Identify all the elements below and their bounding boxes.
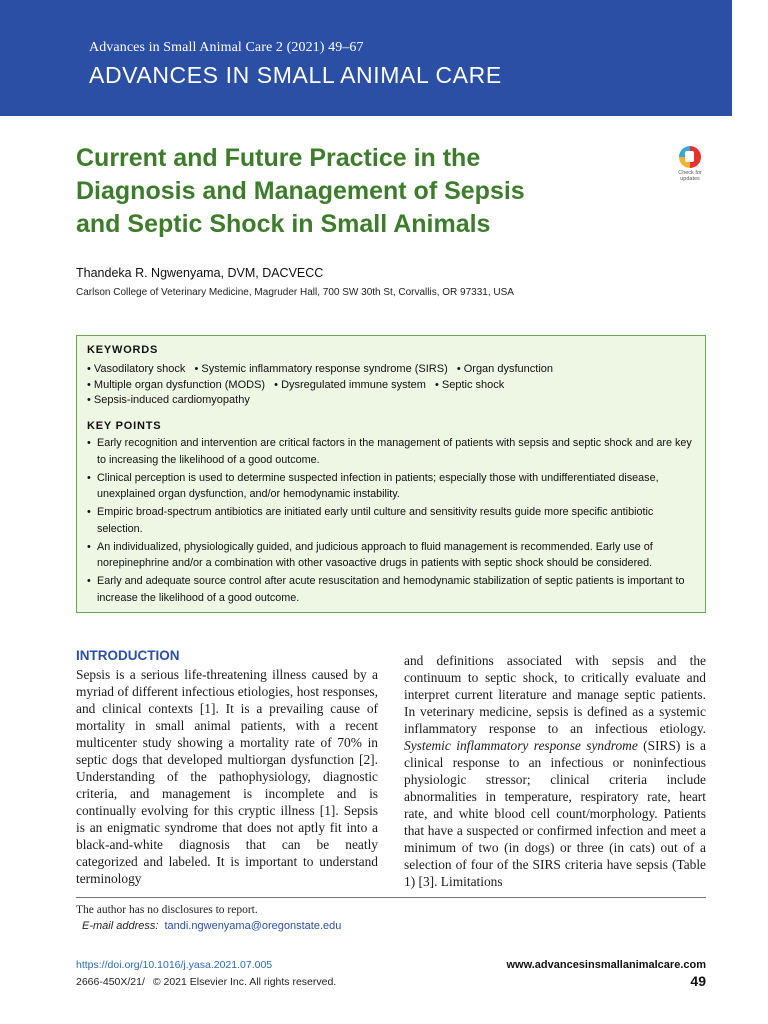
keyword-line xyxy=(87,393,553,409)
disclosure-note: The author has no disclosures to report. xyxy=(76,904,258,916)
footnote-divider xyxy=(76,897,706,898)
key-point-item: • An individualized, physiologically guided, and judicious approach to fluid management is recommended. Early use of norepinephrine and/or a combination with other vasoactive drugs in patients with septic shock should be considered. xyxy=(87,539,693,572)
author-affiliation: Carlson College of Veterinary Medicine, Magruder Hall, 700 SW 30th St, Corvallis, OR 97331, USA xyxy=(76,287,514,298)
journal-header-banner xyxy=(0,0,732,116)
journal-citation: Advances in Small Animal Care 2 (2021) 49–67 xyxy=(89,40,364,55)
crossmark-icon xyxy=(679,146,701,168)
issn: 2666-450X/21/ xyxy=(76,976,145,988)
body-paragraph: Sepsis is a serious life-threatening illness caused by a myriad of different infectious etiologies, host responses, and clinical contexts [1]. It is a prevailing cause of mortality in small animal patients, with a recent multicenter study showing a mortality rate of 70% in septic dogs that developed multiorgan dysfunction [2]. Understanding of the pathophysiology, diagnostic criteria, and management is incomplete and is continually evolving for this cryptic illness [1]. Sepsis is an enigmatic syndrome that does not aptly fit into a black-and-white diagnosis that can be neatly categorized and labeled. It is important to understand terminology xyxy=(76,667,378,886)
email-note xyxy=(82,920,341,932)
email-link[interactable]: tandi.ngwenyama@oregonstate.edu xyxy=(164,920,342,932)
issn-copyright xyxy=(76,976,336,988)
keyword: • Dysregulated immune system xyxy=(274,378,426,391)
keywords-list xyxy=(87,362,553,409)
keyword-line xyxy=(87,362,553,378)
body-column-left xyxy=(76,647,378,887)
journal-website-link[interactable]: www.advancesinsmallanimalcare.com xyxy=(506,959,706,971)
key-point-item: • Clinical perception is used to determine suspected infection in patients; especially those with undifferentiated disease, unexplained organ dysfunction, and/or hemodynamic instability. xyxy=(87,470,693,503)
body-paragraph: and definitions associated with sepsis and the continuum to septic shock, to critically evaluate and interpret current literature and manage septic patients. In veterinary medicine, sepsis is defined as a systemic inflammatory response to an infectious etiology. Systemic inflammatory response syndrome (SIRS) is a clinical response to an infectious or noninfectious physiologic stressor; clinical criteria include abnormalities in temperature, respiratory rate, heart rate, and white blood cell count/morphology. Patients that have a suspected or confirmed infection and meet a minimum of two (in dogs) or three (in cats) out of a selection of four of the SIRS criteria have sepsis (Table 1) [3]. Limitations xyxy=(404,653,706,889)
key-points-list xyxy=(87,435,693,608)
journal-name: ADVANCES IN SMALL ANIMAL CARE xyxy=(89,62,502,88)
article-title xyxy=(76,142,636,241)
title-line: and Septic Shock in Small Animals xyxy=(76,210,491,238)
body-column-right xyxy=(404,652,706,890)
doi-link[interactable]: https://doi.org/10.1016/j.yasa.2021.07.005 xyxy=(76,959,273,971)
title-line: Current and Future Practice in the xyxy=(76,144,481,172)
keywords-heading: KEYWORDS xyxy=(87,344,159,356)
crossmark-label: Check for updates xyxy=(678,170,702,182)
section-heading: INTRODUCTION xyxy=(76,648,180,663)
page-number: 49 xyxy=(690,973,706,989)
key-point-item: • Early and adequate source control after acute resuscitation and hemodynamic stabilization of septic patients is important to increase the likelihood of a good outcome. xyxy=(87,573,693,606)
keyword: • Septic shock xyxy=(435,378,505,391)
keyword: • Multiple organ dysfunction (MODS) xyxy=(87,378,266,391)
key-point-item: • Early recognition and intervention are critical factors in the management of patients with sepsis and septic shock and are key to increasing the likelihood of a good outcome. xyxy=(87,435,693,468)
author-name: Thandeka R. Ngwenyama, DVM, DACVECC xyxy=(76,266,324,280)
keyword: • Sepsis-induced cardiomyopathy xyxy=(87,394,250,406)
key-point-item: • Empiric broad-spectrum antibiotics are initiated early until culture and sensitivity results guide more specific antibiotic selection. xyxy=(87,504,693,537)
keyword-line xyxy=(87,378,553,394)
keyword: • Vasodilatory shock xyxy=(87,363,186,375)
check-for-updates-button[interactable] xyxy=(672,146,708,184)
italic-term: Systemic inflammatory response syndrome xyxy=(404,738,638,753)
title-line: Diagnosis and Management of Sepsis xyxy=(76,177,525,205)
key-points-heading: KEY POINTS xyxy=(87,420,162,432)
keyword: • Systemic inflammatory response syndrome (SIRS) xyxy=(194,363,448,375)
keywords-box xyxy=(76,335,706,613)
copyright: © 2021 Elsevier Inc. All rights reserved. xyxy=(152,976,337,988)
email-label: E-mail address: xyxy=(82,920,159,932)
keyword: • Organ dysfunction xyxy=(456,363,553,375)
